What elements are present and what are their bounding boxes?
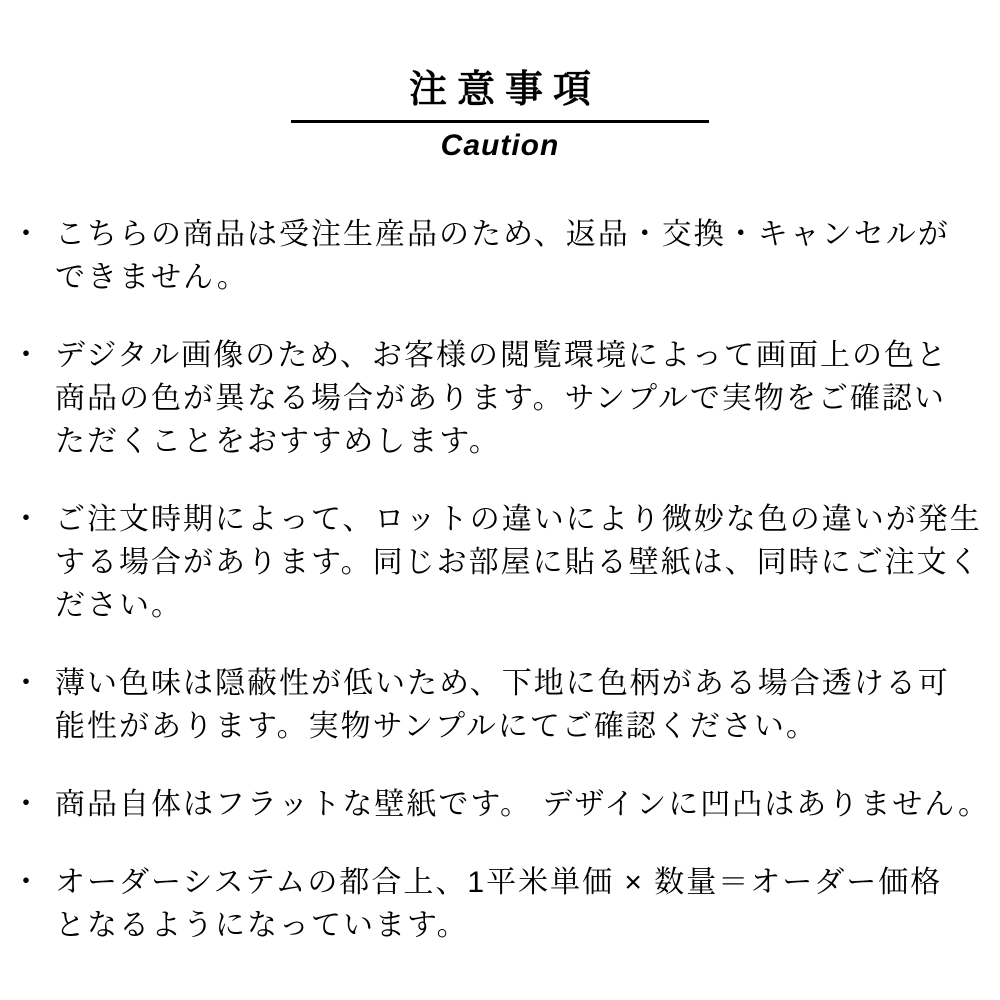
text-line: 能性があります。実物サンプルにてご確認ください。 (55, 709, 818, 743)
caution-list (11, 213, 991, 947)
text-line: こちらの商品は受注生産品のため、返品・交換・キャンセルが (55, 217, 950, 251)
bullet-icon: ・ (11, 666, 41, 700)
caution-item-lot-difference (11, 498, 982, 627)
bullet-icon: ・ (11, 865, 41, 899)
text-line: オーダーシステムの都合上、1平米単価 × 数量＝オーダー価格 (55, 865, 943, 899)
bullet-icon: ・ (11, 338, 41, 372)
title-underline (291, 120, 709, 123)
caution-item-color-difference (11, 334, 966, 463)
caution-item-text (55, 498, 982, 627)
caution-item-order-pricing (11, 861, 966, 947)
caution-item-text (55, 861, 966, 947)
bullet-icon: ・ (11, 217, 41, 251)
caution-item-text (55, 662, 966, 748)
bullet-icon: ・ (11, 502, 41, 536)
page-title: 注意事項 (408, 69, 601, 111)
text-line: ただくことをおすすめします。 (55, 424, 501, 458)
caution-item-text (55, 213, 966, 299)
text-line: する場合があります。同じお部屋に貼る壁紙は、同時にご注文く (55, 545, 981, 579)
text-line: となるようになっています。 (55, 908, 469, 942)
caution-item-text (55, 783, 990, 826)
page-subtitle: Caution (440, 128, 560, 162)
text-line: 商品自体はフラットな壁紙です。 デザインに凹凸はありません。 (55, 787, 991, 821)
text-line: できません。 (55, 260, 249, 294)
text-line: デジタル画像のため、お客様の閲覧環境によって画面上の色と (55, 338, 948, 372)
header (0, 0, 1000, 163)
bullet-icon: ・ (11, 787, 41, 821)
text-line: 商品の色が異なる場合があります。サンプルで実物をご確認い (55, 381, 946, 415)
text-line: ださい。 (55, 588, 183, 622)
caution-item-flat-design (11, 783, 991, 826)
text-line: ご注文時期によって、ロットの違いにより微妙な色の違いが発生 (55, 502, 982, 536)
caution-item-transparency (11, 662, 966, 748)
caution-item-text (55, 334, 966, 463)
caution-item-returns (11, 213, 966, 299)
text-line: 薄い色味は隠蔽性が低いため、下地に色柄がある場合透ける可 (55, 666, 950, 700)
